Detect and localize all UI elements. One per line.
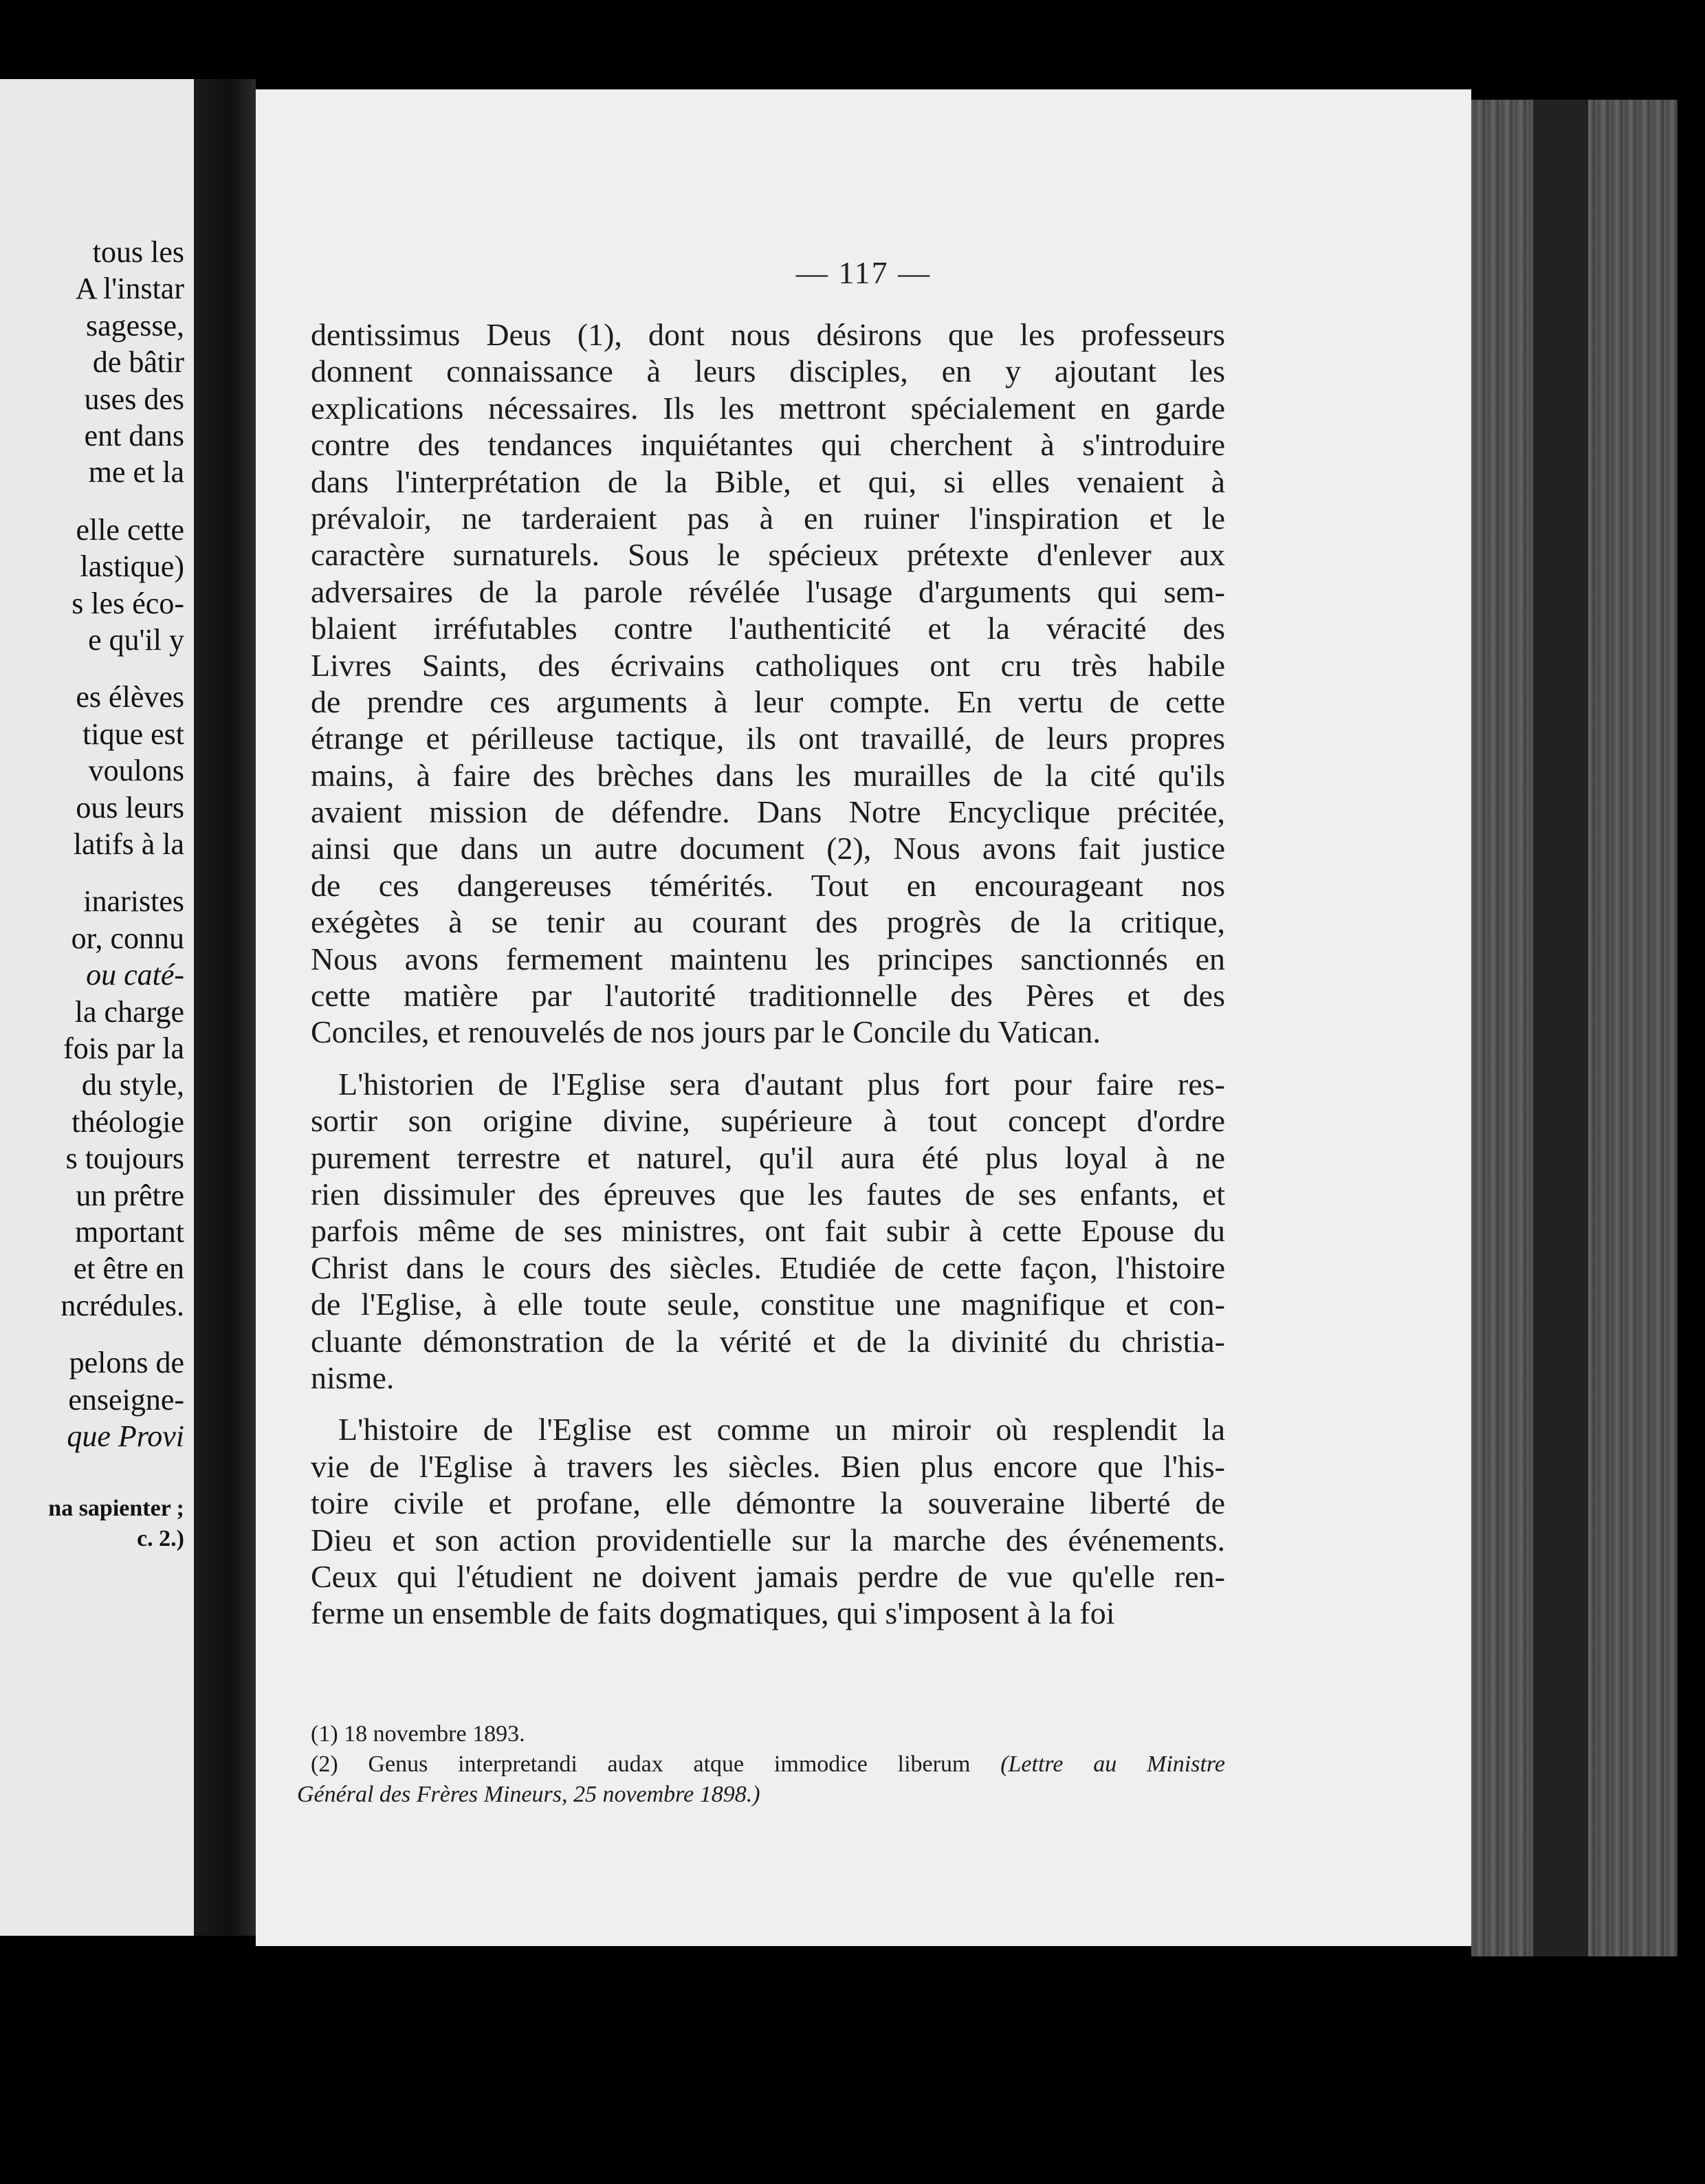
text-line: explications nécessaires. Ils les mettront spécialement en garde [311, 390, 1225, 426]
paragraph-2 [311, 1066, 1225, 1397]
left-page-note: c. 2.) [137, 1526, 184, 1552]
text-line: dentissimus Deus (1), dont nous désirons que les professeurs [311, 317, 1225, 352]
left-page-line: tique est [82, 717, 184, 751]
left-page-line: voulons [88, 754, 184, 788]
left-page-line: s les éco- [72, 586, 184, 620]
text-line: caractère surnaturels. Sous le spécieux prétexte d'enlever aux [311, 537, 1225, 573]
left-page-line: théologie [72, 1104, 184, 1139]
left-page-line: ou caté- [86, 958, 184, 992]
text-line: Ceux qui l'étudient ne doivent jamais perdre de vue qu'elle ren- [311, 1558, 1225, 1594]
text-line: parfois même de ses ministres, ont fait subir à cette Epouse du [311, 1213, 1225, 1249]
footnotes [297, 1719, 1225, 1810]
text-line: toire civile et profane, elle démontre la souveraine liberté de [311, 1485, 1225, 1521]
text-line: purement terrestre et naturel, qu'il aura été plus loyal à ne [311, 1139, 1225, 1175]
text-line: blaient irréfutables contre l'authenticité et la véracité des [311, 611, 1225, 646]
text-line: prévaloir, ne tarderaient pas à en ruiner l'inspiration et le [311, 500, 1225, 536]
left-page-note: na sapienter ; [48, 1496, 184, 1522]
left-page-line: inaristes [83, 884, 184, 919]
footnote-1: (1) 18 novembre 1893. [311, 1721, 525, 1747]
text-line: contre des tendances inquiétantes qui cherchent à s'introduire [311, 427, 1225, 463]
left-page-line: s toujours [65, 1142, 184, 1176]
text-line: Christ dans le cours des siècles. Etudiée de cette façon, l'histoire [311, 1249, 1225, 1285]
left-page-line: enseigne- [68, 1382, 184, 1417]
text-line: nisme. [311, 1359, 395, 1395]
left-page-line: tous les [92, 235, 184, 269]
footnote-2 [297, 1749, 1225, 1780]
left-page-line: e qu'il y [88, 623, 184, 657]
left-page-line: et être en [73, 1252, 184, 1286]
left-page-line: ncrédules. [60, 1288, 184, 1322]
page-stack-edge [1471, 100, 1678, 1956]
text-line: avaient mission de défendre. Dans Notre Encyclique précitée, [311, 794, 1225, 830]
text-line: de l'Eglise, à elle toute seule, constitue une magnifique et con- [311, 1287, 1225, 1322]
left-page-line: fois par la [63, 1031, 184, 1065]
paragraph-3 [311, 1411, 1225, 1631]
left-page-line: ous leurs [76, 790, 184, 825]
left-page-line: sagesse, [86, 308, 184, 342]
left-page-line: du style, [81, 1068, 184, 1102]
text-line: mains, à faire des brèches dans les murailles de la cité qu'ils [311, 757, 1225, 793]
left-page-line: es élèves [76, 680, 184, 714]
left-page-line: de bâtir [92, 345, 184, 380]
text-line: rien dissimuler des épreuves que les fautes de ses enfants, et [311, 1176, 1225, 1212]
page-number: — 117 — [795, 255, 932, 290]
footnote-2-text: (2) Genus interpretandi audax atque immodice liberum [311, 1751, 971, 1777]
main-page [256, 89, 1471, 1946]
text-line: dans l'interprétation de la Bible, et qui, si elles venaient à [311, 463, 1225, 499]
left-page-line: lastique) [80, 549, 184, 584]
text-line: cluante démonstration de la vérité et de la divinité du christia- [311, 1323, 1225, 1359]
text-line: L'historien de l'Eglise sera d'autant plus fort pour faire res- [338, 1066, 1225, 1102]
left-page-line: un prêtre [76, 1178, 184, 1212]
paragraph-1 [311, 316, 1225, 1051]
text-line: vie de l'Eglise à travers les siècles. Bien plus encore que l'his- [311, 1448, 1225, 1484]
footnote-2-source: (Lettre au Ministre [1000, 1751, 1225, 1777]
text-line: adversaires de la parole révélée l'usage d'arguments qui sem- [311, 574, 1225, 609]
left-page-line: pelons de [69, 1346, 184, 1380]
text-line: donnent connaissance à leurs disciples, en y ajoutant les [311, 353, 1225, 389]
text-line: de ces dangereuses témérités. Tout en encourageant nos [311, 867, 1225, 903]
left-page-line: latifs à la [73, 827, 184, 861]
book-gutter [194, 79, 256, 1936]
footnote-2-continuation: Général des Frères Mineurs, 25 novembre 1898.) [297, 1782, 760, 1807]
text-line: ainsi que dans un autre document (2), Nous avons fait justice [311, 831, 1225, 866]
body-text [311, 316, 1225, 1632]
text-line: cette matière par l'autorité traditionnelle des Pères et des [311, 978, 1225, 1014]
left-facing-page [0, 79, 194, 1936]
text-line: Nous avons fermement maintenu les principes sanctionnés en [311, 941, 1225, 976]
text-line: étrange et périlleuse tactique, ils ont travaillé, de leurs propres [311, 721, 1225, 756]
text-line: de prendre ces arguments à leur compte. En vertu de cette [311, 684, 1225, 719]
left-page-line: A l'instar [75, 272, 184, 306]
left-page-line: or, connu [71, 921, 184, 955]
text-line: Conciles, et renouvelés de nos jours par le Concile du Vatican. [311, 1014, 1101, 1050]
left-page-line: que Provi [67, 1419, 184, 1453]
text-line: Dieu et son action providentielle sur la marche des événements. [311, 1522, 1225, 1558]
text-line: ferme un ensemble de faits dogmatiques, qui s'imposent à la foi [311, 1595, 1115, 1631]
left-page-line: mportant [75, 1215, 184, 1249]
left-page-line: la charge [74, 994, 184, 1029]
text-line: sortir son origine divine, supérieure à tout concept d'ordre [311, 1103, 1225, 1139]
text-line: Livres Saints, des écrivains catholiques ont cru très habile [311, 647, 1225, 683]
left-page-line: me et la [88, 455, 184, 490]
left-page-line: ent dans [84, 419, 184, 452]
text-line: exégètes à se tenir au courant des progrès de la critique, [311, 904, 1225, 940]
left-page-line: elle cette [76, 512, 184, 547]
text-line: L'histoire de l'Eglise est comme un miroir où resplendit la [338, 1412, 1225, 1448]
left-page-line: uses des [84, 382, 184, 416]
